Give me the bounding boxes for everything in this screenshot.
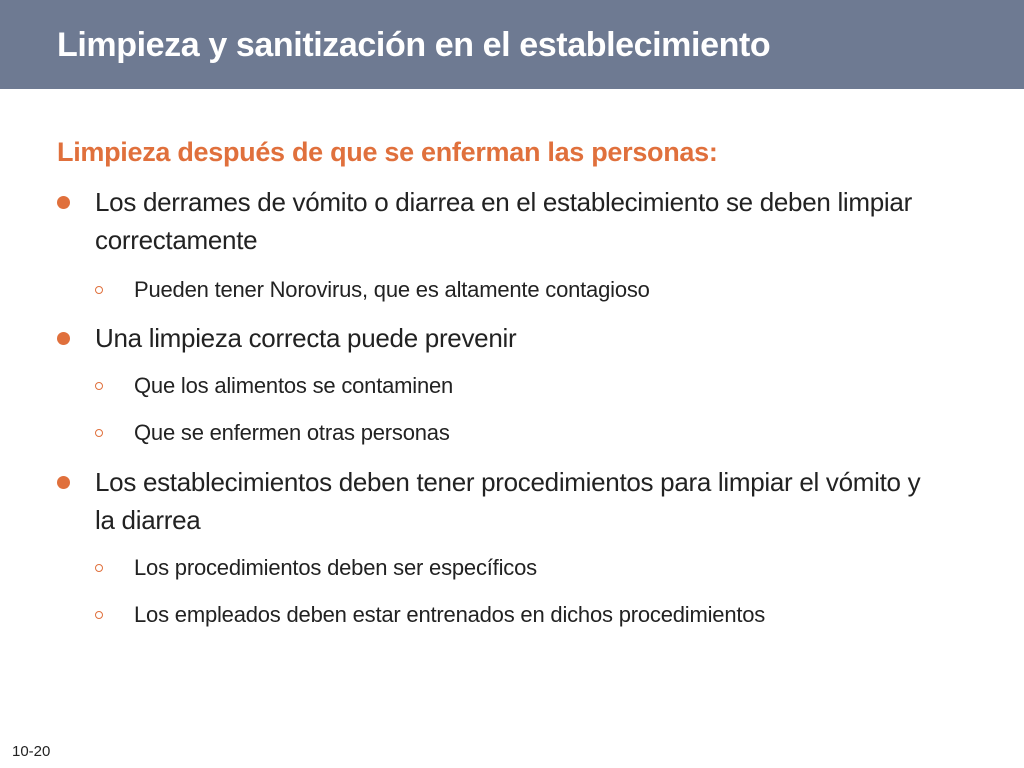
bullet-dot-icon [57, 476, 70, 489]
bullet-item [57, 319, 937, 357]
bullet-item [57, 183, 937, 259]
bullet-item [57, 463, 937, 539]
sub-bullet-item [95, 418, 915, 448]
sub-bullet-circle-icon [95, 429, 103, 437]
sub-bullet-text: Los procedimientos deben ser específicos [134, 555, 537, 580]
page-number: 10-20 [12, 743, 51, 760]
sub-bullet-item [95, 275, 915, 305]
section-subheading: Limpieza después de que se enferman las personas: [57, 137, 718, 167]
sub-bullet-text: Los empleados deben estar entrenados en dichos procedimientos [134, 602, 766, 627]
sub-bullet-circle-icon [95, 382, 103, 390]
sub-bullet-circle-icon [95, 286, 103, 294]
sub-bullet-item [95, 371, 915, 401]
sub-bullet-item [95, 553, 915, 583]
sub-bullet-circle-icon [95, 564, 103, 572]
sub-bullet-text: Que se enfermen otras personas [134, 420, 450, 445]
slide-title: Limpieza y sanitización en el establecimiento [57, 26, 771, 64]
bullet-dot-icon [57, 196, 70, 209]
sub-bullet-text: Pueden tener Norovirus, que es altamente contagioso [134, 277, 650, 302]
sub-bullet-item [95, 600, 915, 630]
bullet-text: Los establecimientos deben tener procedimientos para limpiar el vómito y la diarrea [95, 467, 921, 535]
sub-bullet-circle-icon [95, 611, 103, 619]
bullet-dot-icon [57, 332, 70, 345]
bullet-text: Los derrames de vómito o diarrea en el establecimiento se deben limpiar correctamente [95, 187, 912, 255]
bullet-text: Una limpieza correcta puede prevenir [95, 323, 517, 353]
header-bar [0, 0, 1024, 89]
sub-bullet-text: Que los alimentos se contaminen [134, 373, 454, 398]
